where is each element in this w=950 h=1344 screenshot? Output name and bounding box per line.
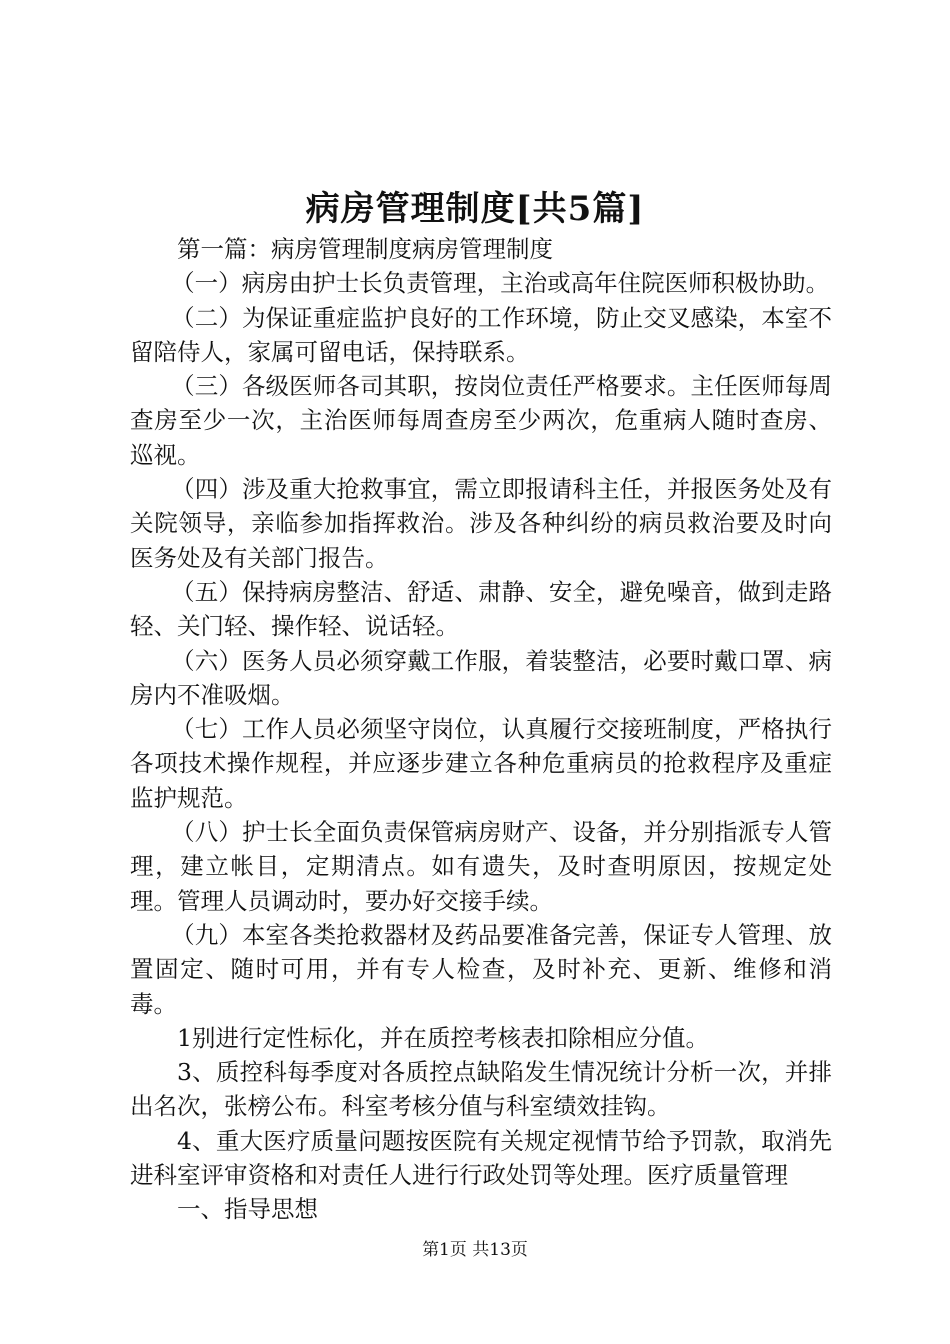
paragraph-5: （五）保持病房整洁、舒适、肃静、安全，避免噪音，做到走路轻、关门轻、操作轻、说话轻。 — [130, 577, 832, 641]
paragraph-1: （一）病房由护士长负责管理，主治或高年住院医师积极协助。 — [171, 269, 830, 298]
paragraph-2: （二）为保证重症监护良好的工作环境，防止交叉感染，本室不留陪侍人，家属可留电话，保持联系。 — [130, 303, 832, 366]
paragraph-11: 3、质控科每季度对各质控点缺陷发生情况统计分析一次，并排出名次，张榜公布。科室考核分值与科室绩效挂钩。 — [130, 1058, 832, 1121]
paragraph-10: 1别进行定性标化，并在质控考核表扣除相应分值。 — [177, 1023, 709, 1052]
document-body — [130, 232, 832, 1227]
page-footer: 第1页 共13页 — [422, 1240, 528, 1260]
paragraph-6: （六）医务人员必须穿戴工作服，着装整洁，必要时戴口罩、病房内不准吸烟。 — [130, 646, 832, 709]
paragraph-chapter-heading: 第一篇：病房管理制度病房管理制度 — [177, 235, 553, 263]
paragraph-4: （四）涉及重大抢救事宜，需立即报请科主任，并报医务处及有关院领导，亲临参加指挥救治。涉及各种纠纷的病员救治要及时向医务处及有关部门报告。 — [130, 475, 832, 572]
paragraph-12: 4、重大医疗质量问题按医院有关规定视情节给予罚款，取消先进科室评审资格和对责任人进行行政处罚等处理。医疗质量管理 — [130, 1126, 832, 1190]
section-heading: 一、指导思想 — [177, 1195, 318, 1224]
paragraph-7: （七）工作人员必须坚守岗位，认真履行交接班制度，严格执行各项技术操作规程，并应逐步建立各种危重病员的抢救程序及重症监护规范。 — [130, 715, 832, 812]
document-title: 病房管理制度[共5篇] — [305, 189, 645, 229]
paragraph-9: （九）本室各类抢救器材及药品要准备完善，保证专人管理、放置固定、随时可用，并有专人检查，及时补充、更新、维修和消毒。 — [130, 920, 832, 1018]
paragraph-8: （八）护士长全面负责保管病房财产、设备，并分别指派专人管理，建立帐目，定期清点。如有遗失，及时查明原因，按规定处理。管理人员调动时，要办好交接手续。 — [130, 818, 832, 915]
paragraph-3: （三）各级医师各司其职，按岗位责任严格要求。主任医师每周查房至少一次，主治医师每周查房至少两次，危重病人随时查房、巡视。 — [130, 372, 832, 469]
